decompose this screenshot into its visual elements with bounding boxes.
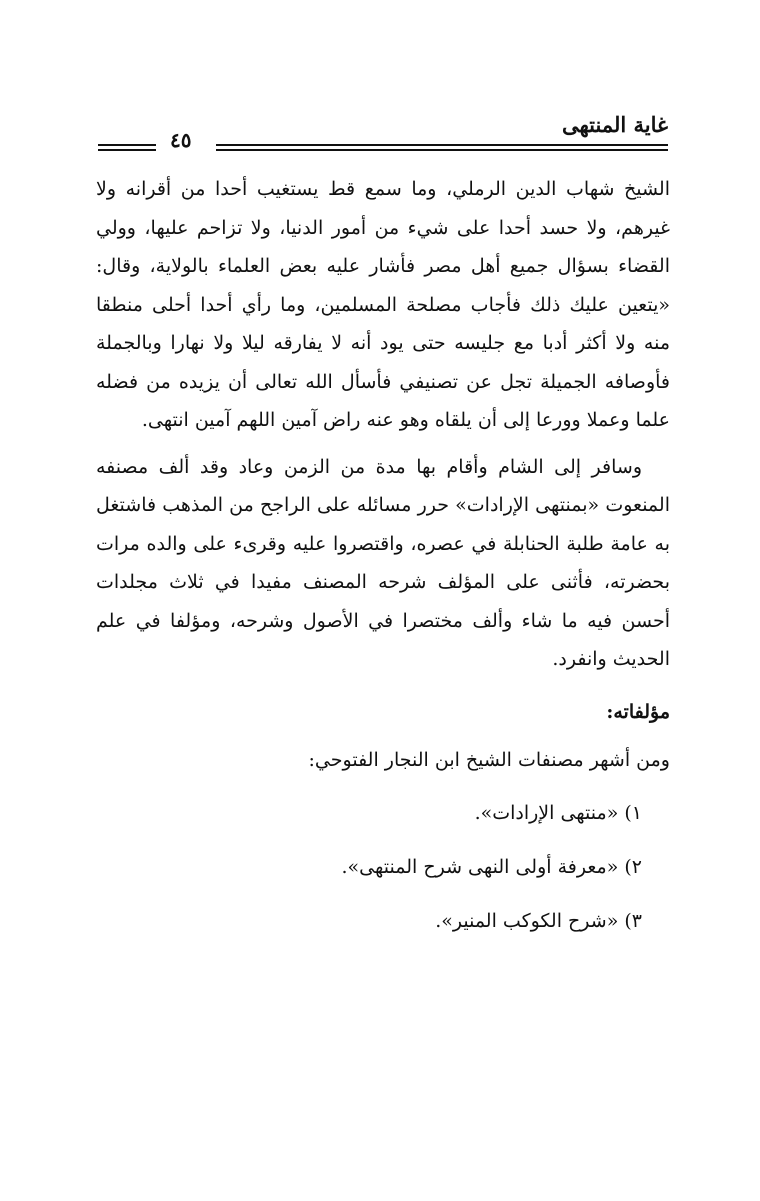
header-rule-left bbox=[98, 144, 156, 151]
works-intro: ومن أشهر مصنفات الشيخ ابن النجار الفتوحي: bbox=[308, 749, 670, 771]
paragraph: وسافر إلى الشام وأقام بها مدة من الزمن وعاد وقد ألف مصنفه المنعوت «بمنتهى الإرادات» حرر مسائله على الراجح من المذهب فاشتغل به عامة طلبة الحنابلة في عصره، واقتصروا عليه وقرىء على والده مرات بحضرته، فأثنى على المؤلف شرحه المصنف مفيدا في ثلاث مجلدات أحسن فيه ما شاء وألف مختصرا في الأصول وشرحه، ومؤلفا في علم الحديث وانفرد. bbox=[96, 455, 670, 670]
page-header bbox=[98, 108, 668, 158]
list-item: ٣) «شرح الكوكب المنير». bbox=[435, 909, 642, 932]
works-list bbox=[96, 786, 670, 948]
list-item: ٢) «معرفة أولى النهى شرح المنتهى». bbox=[341, 855, 642, 878]
list-item: ١) «منتهى الإرادات». bbox=[474, 801, 642, 824]
paragraph: الشيخ شهاب الدين الرملي، وما سمع قط يستغيب أحدا من أقرانه ولا غيرهم، ولا حسد أحدا على شيء من أمور الدنيا، ولا تزاحم عليها، وولي القضاء بسؤال جميع أهل مصر فأشار عليه بعض العلماء بالولاية، وقال: «يتعين عليك ذلك فأجاب مصلحة المسلمين، وما رأي أحدا أحلى منطقا منه ولا أكثر أدبا مع جليسه حتى يود أنه لا يفارقه ليلا ولا نهارا وبالجملة فأوصافه الجميلة تجل عن تصنيفي فأسأل الله تعالى أن يزيده من فضله علما وعملا وورعا إلى أن يلقاه وهو عنه راض آمين اللهم آمين انتهى. bbox=[96, 178, 670, 431]
section-heading: مؤلفاته: bbox=[606, 700, 670, 723]
page-number: ٤٥ bbox=[170, 128, 192, 152]
header-rule-right bbox=[216, 144, 668, 151]
running-title: غاية المنتهى bbox=[561, 112, 668, 137]
body-text bbox=[96, 170, 670, 948]
